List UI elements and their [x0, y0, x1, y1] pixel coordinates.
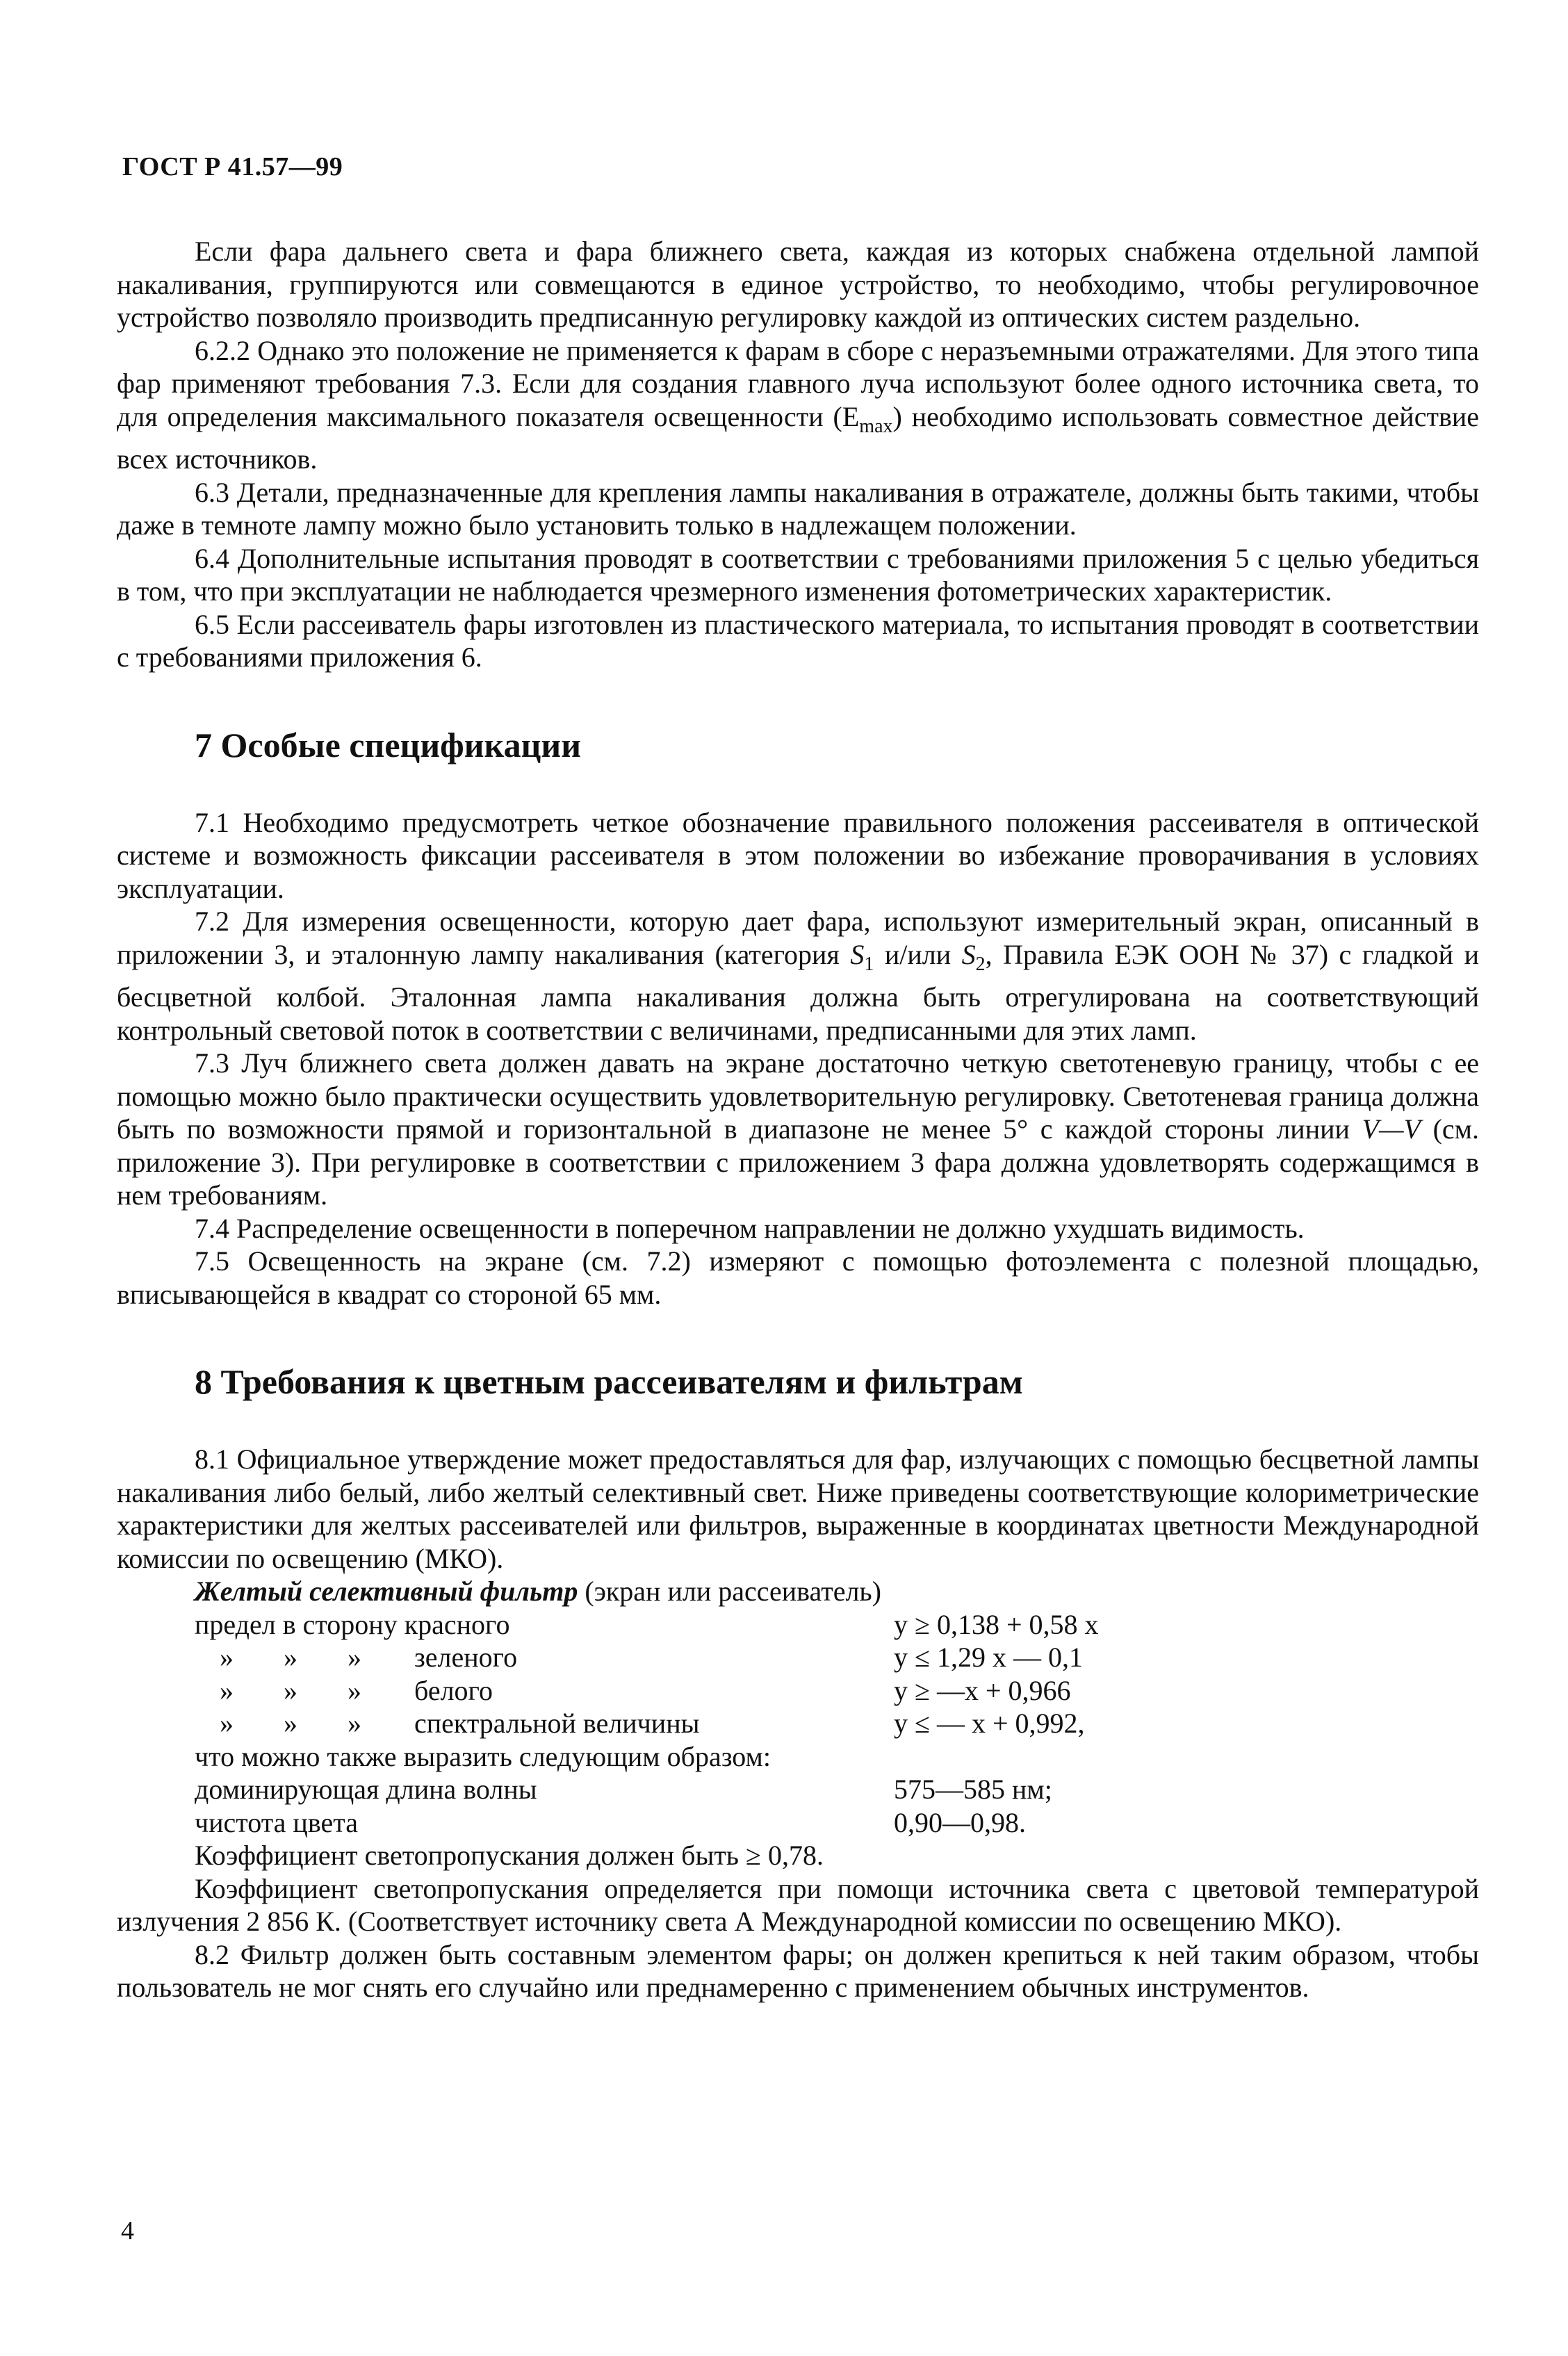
paragraph-6-5: 6.5 Если рассеиватель фары изготовлен из пластического материала, то испытания проводят в соответствии с требованиями приложения 6.	[117, 608, 1479, 673]
limit-spectral-row: » » » спектральной величины y ≤ — x + 0,992,	[220, 1708, 1085, 1739]
paragraph-7-5: 7.5 Освещенность на экране (см. 7.2) измеряют с помощью фотоэлемента с полезной площадью, вписывающейся в квадрат со стороной 65 мм.	[117, 1245, 1479, 1310]
limit-red-row: предел в сторону красного y ≥ 0,138 + 0,58 x	[195, 1608, 1099, 1640]
document-header: ГОСТ Р 41.57—99	[122, 152, 343, 181]
paragraph-7-2: 7.2 Для измерения освещенности, которую дает фара, используют измерительный экран, описанный в приложении 3, и эталонную лампу накаливания (категория $S_1$ и/или $S_2$, Правила ЕЭК ООН № 37) с гладкой и бесцветной колбой. Эталонная лампа накаливания должна быть отрегулирована на соответствующий контрольный световой поток в соответствии с величинами, предписанными для этих ламп.	[117, 906, 1479, 1046]
paragraph-6-4: 6.4 Дополнительные испытания проводят в соответствии с требованиями приложения 5 с целью убедиться в том, что при эксплуатации не наблюдается чрезмерного изменения фотометрических характеристик.	[117, 542, 1479, 607]
limit-green-row: » » » зеленого y ≤ 1,29 x — 0,1	[220, 1642, 1083, 1673]
paragraph-6-3: 6.3 Детали, предназначенные для крепления лампы накаливания в отражателе, должны быть такими, чтобы даже в темноте лампу можно было установить только в надлежащем положении.	[117, 476, 1479, 541]
color-purity-row: чистота цвета 0,90—0,98.	[195, 1806, 1026, 1838]
section-7-title: 7 Особые спецификации	[195, 725, 582, 764]
paragraph-6-2-2: 6.2.2 Однако это положение не применяется к фарам в сборе с неразъемными отражателями. Для этого типа фар применяют требования 7.3. Если для создания главного луча используют более одного источника света, то для определения максимального показателя освещенности $(E_{max})$ необходимо использовать совместное действие всех источников.	[117, 334, 1479, 475]
limit-white-row: » » » белого y ≥ —x + 0,966	[220, 1674, 1071, 1706]
paragraph-7-3: 7.3 Луч ближнего света должен давать на экране достаточно четкую светотеневую границу, чтобы с ее помощью можно было практически осуществить удовлетворительную регулировку. Светотеневая граница должна быть по возможности прямой и горизонтальной в диапазоне не менее 5° с каждой стороны линии V—V (см. приложение 3). При регулировке в соответствии с приложением 3 фара должна удовлетворять содержащимся в нем требованиям.	[117, 1047, 1479, 1211]
transmittance-row: Коэффициент светопропускания должен быть ≥ 0,78.	[195, 1840, 824, 1871]
paragraph-8-2: 8.2 Фильтр должен быть составным элементом фары; он должен крепиться к ней таким образом, чтобы пользователь не мог снять его случайно или преднамеренно с применением обычных инструментов.	[117, 1938, 1479, 2003]
paragraph-7-1: 7.1 Необходимо предусмотреть четкое обозначение правильного положения рассеивателя в оптической системе и возможность фиксации рассеивателя в этом положении во избежание проворачивания в условиях эксплуатации.	[117, 806, 1479, 904]
filter-heading-row: Желтый селективный фильтр (экран или рассеиватель)	[195, 1576, 881, 1607]
paragraph-8-1: 8.1 Официальное утверждение может предоставляться для фар, излучающих с помощью бесцветной лампы накаливания либо белый, либо желтый селективный свет. Ниже приведены соответствующие колориметрические характеристики для желтых рассеивателей или фильтров, выраженные в координатах цветности Международной комиссии по освещению (МКО).	[117, 1443, 1479, 1574]
colorimetric-spec-block	[195, 1575, 1479, 1872]
section-8-title: 8 Требования к цветным рассеивателям и фильтрам	[195, 1362, 1023, 1401]
also-expressed-row: что можно также выразить следующим образом:	[195, 1740, 771, 1772]
document-body	[117, 235, 1479, 2004]
page-number: 4	[121, 2216, 134, 2245]
paragraph-6-2-1-cont: Если фара дальнего света и фара ближнего света, каждая из которых снабжена отдельной лампой накаливания, группируются или совмещаются в единое устройство, то необходимо, чтобы регулировочное устройство позволяло производить предписанную регулировку каждой из оптических систем раздельно.	[117, 236, 1479, 333]
dominant-wavelength-row: доминирующая длина волны 575—585 нм;	[195, 1774, 1052, 1805]
paragraph-7-4: 7.4 Распределение освещенности в поперечном направлении не должно ухудшать видимость.	[195, 1212, 1305, 1244]
paragraph-transmittance-detail: Коэффициент светопропускания определяется при помощи источника света с цветовой температурой излучения 2 856 К. (Соответствует источнику света А Международной комиссии по освещению МКО).	[117, 1872, 1479, 1937]
